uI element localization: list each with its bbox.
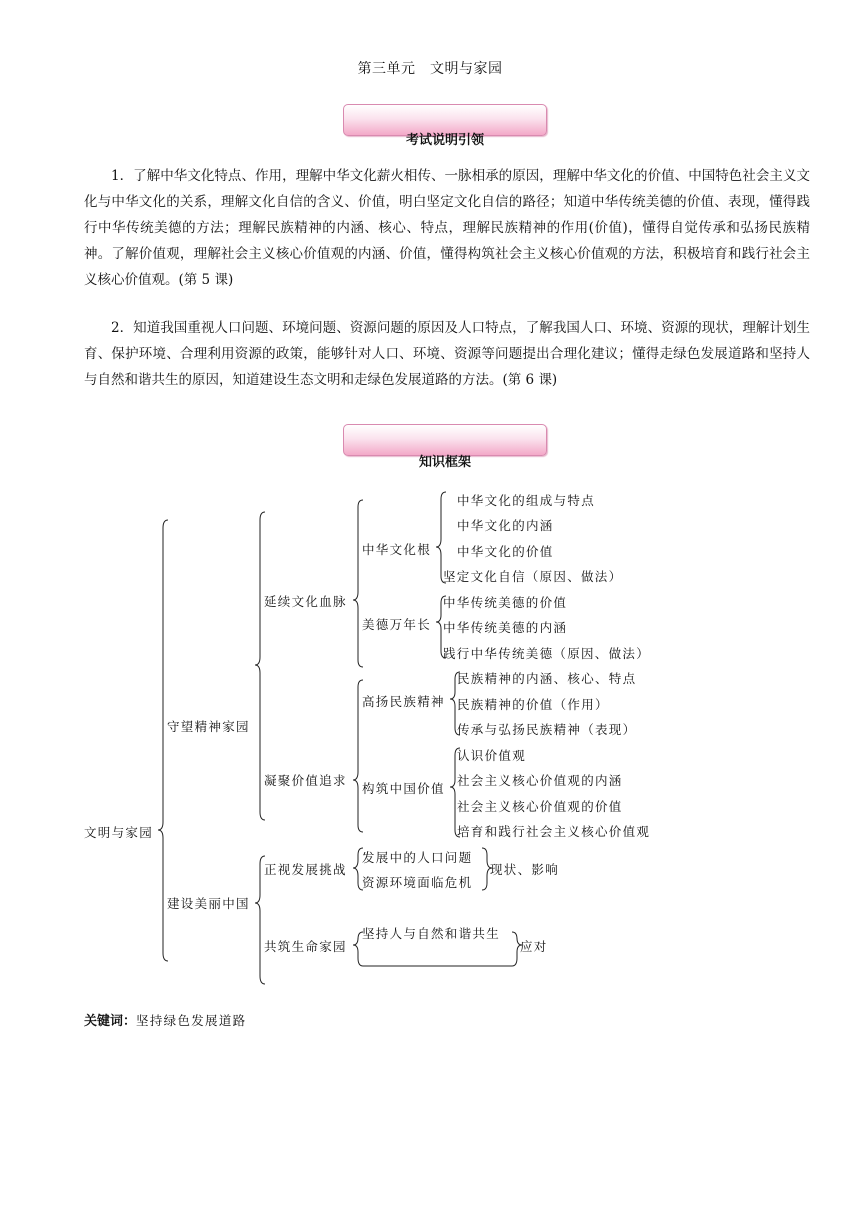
keywords-label: 关键词： [84,1014,137,1029]
challenge-result: 现状、影响 [490,862,560,877]
keywords-line [84,1010,246,1029]
section-title-framework: 知识框架 [418,455,471,470]
node-l2-home: 共筑生命家园 [264,939,347,954]
leaf-spirit-1: 民族精神的内涵、核心、特点 [457,671,637,686]
node-l1-spirit: 守望精神家园 [167,719,250,734]
leaf-culture-2: 中华文化的内涵 [457,518,554,533]
node-l3-virtue: 美德万年长 [362,617,432,632]
leaf-spirit-3: 传承与弘扬民族精神（表现） [457,722,637,737]
node-l1-china: 建设美丽中国 [167,896,250,911]
node-l2-values: 凝聚价值追求 [264,773,347,788]
node-l2-challenge: 正视发展挑战 [264,862,347,877]
node-root: 文明与家园 [84,825,154,840]
challenge-item-1: 发展中的人口问题 [362,850,473,865]
leaf-virtue-3: 践行中华传统美德（原因、做法） [443,646,651,661]
keywords-value: 坚持绿色发展道路 [136,1013,247,1028]
section-title-exam: 考试说明引领 [405,133,484,148]
home-item: 坚持人与自然和谐共生 [362,926,501,941]
paragraph-1: 1．了解中华文化特点、作用，理解中华文化薪火相传、一脉相承的原因，理解中华文化的价值、中国特色社会主义文化与中华文化的关系，理解文化自信的含义、价值，明白坚定文化自信的路径；知道中华传统美德的价值、表现，懂得践行中华传统美德的方法；理解民族精神的内涵、核心、特点，理解民族精神的作用(价值)，懂得自觉传承和弘扬民族精神。了解价值观，理解社会主义核心价值观的内涵、价值，懂得构筑社会主义核心价值观的方法，积极培育和践行社会主义核心价值观。(第 5 课) [84,168,810,288]
leaf-values-4: 培育和践行社会主义核心价值观 [457,824,651,839]
leaf-virtue-1: 中华传统美德的价值 [443,595,568,610]
leaf-values-3: 社会主义核心价值观的价值 [457,799,623,814]
leaf-culture-1: 中华文化的组成与特点 [457,493,596,508]
leaf-values-2: 社会主义核心价值观的内涵 [457,773,623,788]
node-l3-cn-values: 构筑中国价值 [362,781,445,796]
node-l2-culture: 延续文化血脉 [264,594,347,609]
leaf-values-1: 认识价值观 [457,748,527,763]
leaf-spirit-2: 民族精神的价值（作用） [457,697,609,712]
node-l3-culture-root: 中华文化根 [362,542,432,557]
node-l3-spirit: 高扬民族精神 [362,694,445,709]
paragraph-2: 2．知道我国重视人口问题、环境问题、资源问题的原因及人口特点，了解我国人口、环境、资源的现状，理解计划生育、保护环境、合理利用资源的政策，能够针对人口、环境、资源等问题提出合理化建议；懂得走绿色发展道路和坚持人与自然和谐共生的原因，知道建设生态文明和走绿色发展道路的方法。(第 6 课) [84,320,810,388]
challenge-item-2: 资源环境面临危机 [362,875,473,890]
l2-brace-culture [353,500,363,667]
unit-title: 第三单元 文明与家园 [357,61,503,77]
home-result: 应对 [520,939,548,954]
leaf-culture-4: 坚定文化自信（原因、做法） [443,569,623,584]
leaf-virtue-2: 中华传统美德的内涵 [443,620,568,635]
leaf-culture-3: 中华文化的价值 [457,544,554,559]
